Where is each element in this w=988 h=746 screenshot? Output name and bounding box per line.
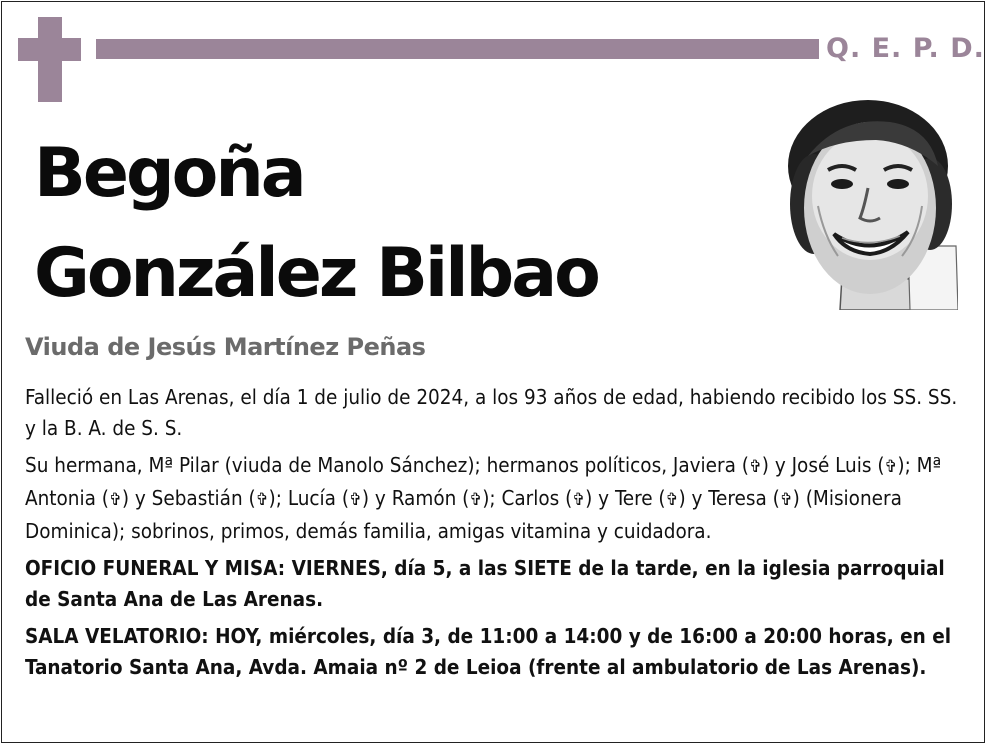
deceased-cross-icon: ✞ xyxy=(572,490,586,510)
deceased-cross-icon: ✞ xyxy=(469,490,483,510)
deceased-cross-icon: ✞ xyxy=(255,490,269,510)
name-first: Begoña xyxy=(34,134,304,213)
deceased-cross-icon: ✞ xyxy=(108,490,122,510)
obituary-body xyxy=(25,382,965,689)
header-rule xyxy=(96,39,819,59)
deceased-cross-icon: ✞ xyxy=(349,490,362,510)
wake-room-paragraph: SALA VELATORIO: HOY, miércoles, día 3, de 11:00 a 14:00 y de 16:00 a 20:00 horas, en el Tanatorio Santa Ana, Avda. Amaia nº 2 de Leioa (frente al ambulatorio de Las Arenas). xyxy=(25,624,952,679)
deceased-cross-icon: ✞ xyxy=(884,457,898,477)
deceased-cross-icon: ✞ xyxy=(779,490,793,510)
cross-icon-bar xyxy=(18,38,81,61)
portrait-photo xyxy=(780,96,958,310)
qepd-label: Q. E. P. D. xyxy=(826,33,985,64)
widow-of-line: Viuda de Jesús Martínez Peñas xyxy=(25,333,426,361)
funeral-mass-paragraph: OFICIO FUNERAL Y MISA: VIERNES, día 5, a las SIETE de la tarde, en la iglesia parroquial de Santa Ana de Las Arenas. xyxy=(25,556,945,611)
deceased-cross-icon: ✞ xyxy=(665,490,679,510)
death-paragraph: Falleció en Las Arenas, el día 1 de julio de 2024, a los 93 años de edad, habiendo recibido los SS. SS. y la B. A. de S. S. xyxy=(25,385,958,440)
family-paragraph: Su hermana, Mª Pilar (viuda de Manolo Sánchez); hermanos políticos, Javiera (✞) y José Luis (✞); Mª Antonia (✞) y Sebastián (✞); Lucía (✞) y Ramón (✞); Carlos (✞) y Tere (✞) y Teresa (✞) (Misionera Dominica); sobrinos, primos, demás familia, amigas vitamina y cuidadora. xyxy=(25,453,942,543)
deceased-cross-icon: ✞ xyxy=(748,457,762,477)
name-surnames: González Bilbao xyxy=(34,234,598,313)
